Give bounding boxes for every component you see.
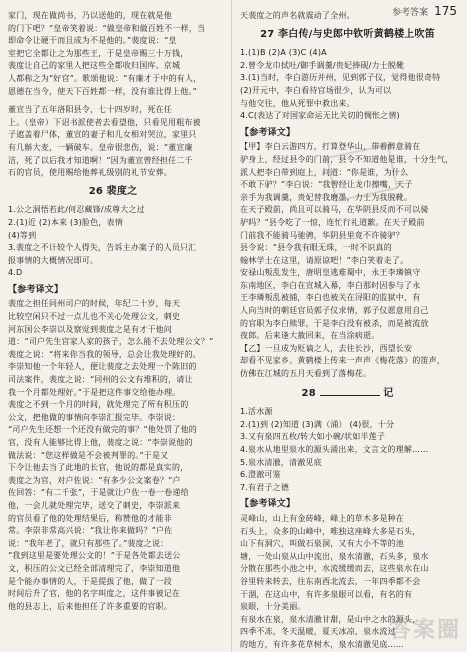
text-line: 董宣当了五年洛阳县令，七十四岁时，死在任 [8, 105, 172, 115]
answers-26 [8, 204, 218, 280]
text-line: 石的官员，使用赐给他葬礼级别的礼节安葬。 [8, 168, 172, 178]
text-line: 公文，把他做的事情向李崇汇报完毕。李崇说： [8, 412, 181, 422]
text-line: 司法案件，裴度之说：“同州的公文有堆积的，请让 [8, 375, 193, 385]
header-label: 参考答案 [392, 8, 429, 18]
reference-translation-title: 【参考译文】 [8, 284, 64, 295]
text-line: 【乙】一旦成为贬谪之人，去往长沙，西望长安 [240, 343, 413, 353]
text-line: 的官员看了他的处理结果后，称赞他的才能非 [8, 513, 172, 523]
translation-26 [8, 298, 218, 613]
text-line: 家门，现在做尚书，乃以送他的，现在就是他 [8, 11, 172, 20]
text-line: 李崇知他一个年轻人，便让裴度之去处理一个陈旧的 [8, 362, 197, 372]
text-line: 【甲】李白云游四方，打算登华山，带着醉意骑在 [240, 142, 421, 152]
text-line: 河东国公李崇以及察觉到裴度之是有才干他问 [8, 324, 172, 334]
answer-line: 报事情的大概情况即可。 [8, 255, 99, 265]
text-line: 石头上，众多的山峰中，唯独这座峰大多是石头， [240, 526, 421, 536]
answers-27 [240, 47, 455, 123]
left-column [8, 10, 218, 613]
answer-line: 4.C(表达了对国家命运无比关切的惆怅之情) [240, 111, 400, 121]
text-line: 门前我不能骑马驰骋，华阴县里竟不许骑驴？ [240, 230, 404, 240]
answer-line: 7.有君子之德 [240, 482, 290, 492]
text-line: 县令说：“县令我有眼无珠，一时不识真的 [240, 243, 392, 253]
answer-line: 与他交往，他从死罪中救出来。 [240, 98, 355, 108]
text-line: 上。（皇帝）下诏书派使者去看望他，只看见用粗布被 [8, 117, 201, 127]
text-line: 驴身上，经过县令的门前，县令不知道他是谁，十分生气， [240, 154, 454, 164]
text-line: 仿佛在江城的五月天看到了落梅花。 [240, 369, 372, 379]
text-line: 文，积压的公文已经全部清理完了，李崇知道他 [8, 563, 181, 573]
text-line: 有几斛大麦，一辆破车。皇帝很悲伤，说：“董宣廉 [8, 142, 193, 152]
answer-line: 6.澄澈可鉴 [240, 470, 281, 480]
text-line: 分散在那些小池之中，水流缓缓而去，这些泉水在山 [240, 564, 429, 574]
text-line: 派人把李白带到庭上，问道：“你是谁，为什么 [240, 167, 409, 177]
answer-line: (2)开元中，李白看待官场很少，认为可以 [240, 85, 392, 95]
text-line: 比较空闲只不过一点儿也不关心处理公文，刺史 [8, 312, 181, 322]
text-line: 灵峰山，山上有金砖峰，峰上的草木多是种在 [240, 513, 404, 523]
text-line: 四季不冻，冬天温暖，夏天冰凉，泉水流过 [240, 627, 396, 637]
text-line: 驴吗？”县令吃了一惊，连忙行礼道歉。在天子殿前 [240, 217, 425, 227]
text-line: “司户先生还想一个还没有做完的事？”他处罚了他的 [8, 425, 197, 435]
text-line: 佐回答：“有二千张”，于是就让户佐一卷一卷递给 [8, 488, 189, 498]
answer-line: 2.(1)到 (2)知道 (3)满（涌） (4)很，十分 [240, 419, 395, 429]
section-title-28 [240, 387, 455, 401]
answer-line: 1.活水源 [240, 407, 273, 417]
reference-translation-title: 【参考译文】 [240, 499, 296, 510]
answer-line: 1.(1)B (2)A (3)C (4)A [240, 48, 327, 58]
answer-line: (4)等到 [8, 230, 37, 240]
text-line: 塘，一处山泉从山中流出，泉水清澈，石头多，泉水 [240, 551, 429, 561]
section-number: 28 [301, 387, 316, 399]
text-line: 的门下吧？”皇帝笑着说：“做皇帝和做百姓不一样，当 [8, 23, 206, 33]
left-intro-text [8, 10, 218, 180]
text-line: 是个能办事情的人，于是提拔了他，做了一段 [8, 576, 172, 586]
text-line: 恩德在当今，使天下百姓都一样，没有谁比得上他。” [8, 86, 197, 96]
column-divider [231, 0, 232, 652]
answers-28 [240, 406, 455, 494]
answer-line: 2.曾令龙巾拭吐/御手调羹/贵妃捧砚/力士脱靴 [240, 60, 405, 70]
section-suffix: 记 [383, 387, 394, 399]
text-line: 谷里转来转去，往东南西北流去，一年四季都不会 [240, 576, 421, 586]
text-line: 下令让他去当了此地的长官，他说的都是真实的， [8, 463, 189, 473]
text-line: 王李璘叛乱被捕，李白也被关在浔阳的监狱中，有 [240, 293, 421, 303]
section-title-27: 27 李白传/与史郎中钦听黄鹤楼上吹笛 [260, 28, 435, 40]
text-line: 的官职为李白赎罪，于是李白没有被杀，而是被流放 [240, 318, 429, 328]
text-line: 我一个月都处理好。”于是把这件事交给他办理。 [8, 387, 181, 397]
text-line: 他，一会儿就处理完毕，送交了刺史，李崇派来 [8, 500, 181, 510]
text-line: 裴度让自己的家里人把这些全都收归国库。京城 [8, 61, 181, 71]
text-line: 却看不见家乡。黄鹤楼上传来一声声《梅花落》的笛声， [240, 356, 445, 366]
text-line: 在天子殿前，尚且可以骑马，在华阴县反而不可以骑 [240, 205, 429, 215]
text-line: “我到这里是要处理公文的！”于是各处都去送公 [8, 551, 181, 561]
text-line: 说：“我年老了，就只有那些了。”裴度之说： [8, 538, 169, 548]
text-line: 裴度之说：“将来你当我的领导，总会让我处理好的。 [8, 349, 201, 359]
text-line: 东南地区，李白在宣城入幕，李白那时因参与了永 [240, 280, 421, 290]
text-line: 子遮盖着尸体，董宣的妻子和儿女相对哭泣，家里只 [8, 130, 197, 140]
text-line: 的地方，有许多花草树木，泉水清澈见底…… [240, 639, 404, 649]
page-number: 175 [434, 4, 457, 18]
text-line: 他的县志上，后来他担任了许多重要的官职。 [8, 601, 172, 611]
text-line: 道：“司户先生官家人家的孩子，怎么能不去处理公文？” [8, 337, 214, 347]
text-line: 安禄山叛乱发生，唐明皇逃难蜀中，永王李璘镇守 [240, 268, 421, 278]
answer-line: 3.(1)当时，李白游历并州，见到郭子仪，觉得他很奇特 [240, 73, 441, 83]
answer-line: 3.裴度之不计较个人得失，告诉主办案子的人员只汇 [8, 243, 197, 253]
answer-line: 1.公之洞悟若此/何忍藏锋/成尊大之过 [8, 205, 145, 215]
right-column [240, 10, 455, 652]
answer-line: 2.(1)近 (2)本来 (3)脸色，表情 [8, 217, 123, 227]
answer-line: 4.泉水从地里泉水的源头涌出来，文言文的理解…… [240, 445, 429, 454]
text-line: 翰林学士在这里，请原谅吧！”李白笑着走了。 [240, 255, 409, 265]
watermark-logo: 答案圈 [388, 618, 461, 643]
text-line: 裴度之担任同州司户的时候，年纪二十岁，每天 [8, 299, 181, 309]
answer-line: 3.又有泉四五枚/转大如小碗/状如半莲子 [240, 432, 386, 442]
text-line: 山下有洞穴，叫做石泉洞，又有大小不等的池 [240, 539, 404, 549]
text-line: 人向当时的朝廷官员郭子仪求情，郭子仪愿意用自己 [240, 306, 429, 316]
answer-line: 5.泉水清澈，清澈见底 [240, 457, 322, 467]
text-line: 有泉水在泉，泉水清澈甘甜，是山中之水的源头， [240, 614, 421, 624]
blank-line [320, 387, 380, 396]
text-line: 裴度之不到一个月的时间，就处理完了所有积压的 [8, 400, 189, 410]
text-line: 常。李崇非常高兴说：“我让你来做吗？”户佐 [8, 526, 173, 536]
text-line: 洁，死了以后我才知道啊！”因为董宣曾经担任二千 [8, 155, 193, 165]
text-line: 官，没有人能够比得上他，裴度之说：“李崇说他的 [8, 438, 193, 447]
text-line: 做法说：“您这样做是不会被判罪的。”于是又 [8, 450, 169, 460]
text-line: 干涸，在这山中，有许多泉眼可以看，有名的有 [240, 589, 413, 599]
text-line: 即命令让硬干而且成为不是他的。”裴度说：“皇 [8, 36, 177, 46]
text-line: 泉眼，十分美丽。 [240, 602, 306, 612]
text-line: 亲手为我调羹，贵妃替我磨墨，力士为我脱靴。 [240, 192, 413, 202]
section-title-26: 26 裴度之 [88, 185, 138, 197]
text-line: 天裴度之的声名就震动了全州。 [240, 11, 355, 20]
answer-line: 4.D [8, 268, 23, 278]
text-line: 时间后升了官，他的名字叫度之，这件事被记在 [8, 589, 181, 599]
text-line: 裴度之为官，对户佐说：“有多少公文案卷？”户 [8, 475, 181, 485]
text-line: 夜郎。后来逢大赦回来，在当涂病逝。 [240, 331, 380, 341]
reference-translation-title: 【参考译文】 [240, 127, 296, 138]
text-line: 人都称之为“好官”。歌颂他说：“有廉才于中的有人， [8, 73, 202, 83]
text-line: 不敢下驴？”李白说：“我曾经让龙巾擦嘴，天子 [240, 180, 413, 190]
text-line: 室把它全都让之为那些王，于是皇帝赐三十万钱， [8, 48, 189, 58]
